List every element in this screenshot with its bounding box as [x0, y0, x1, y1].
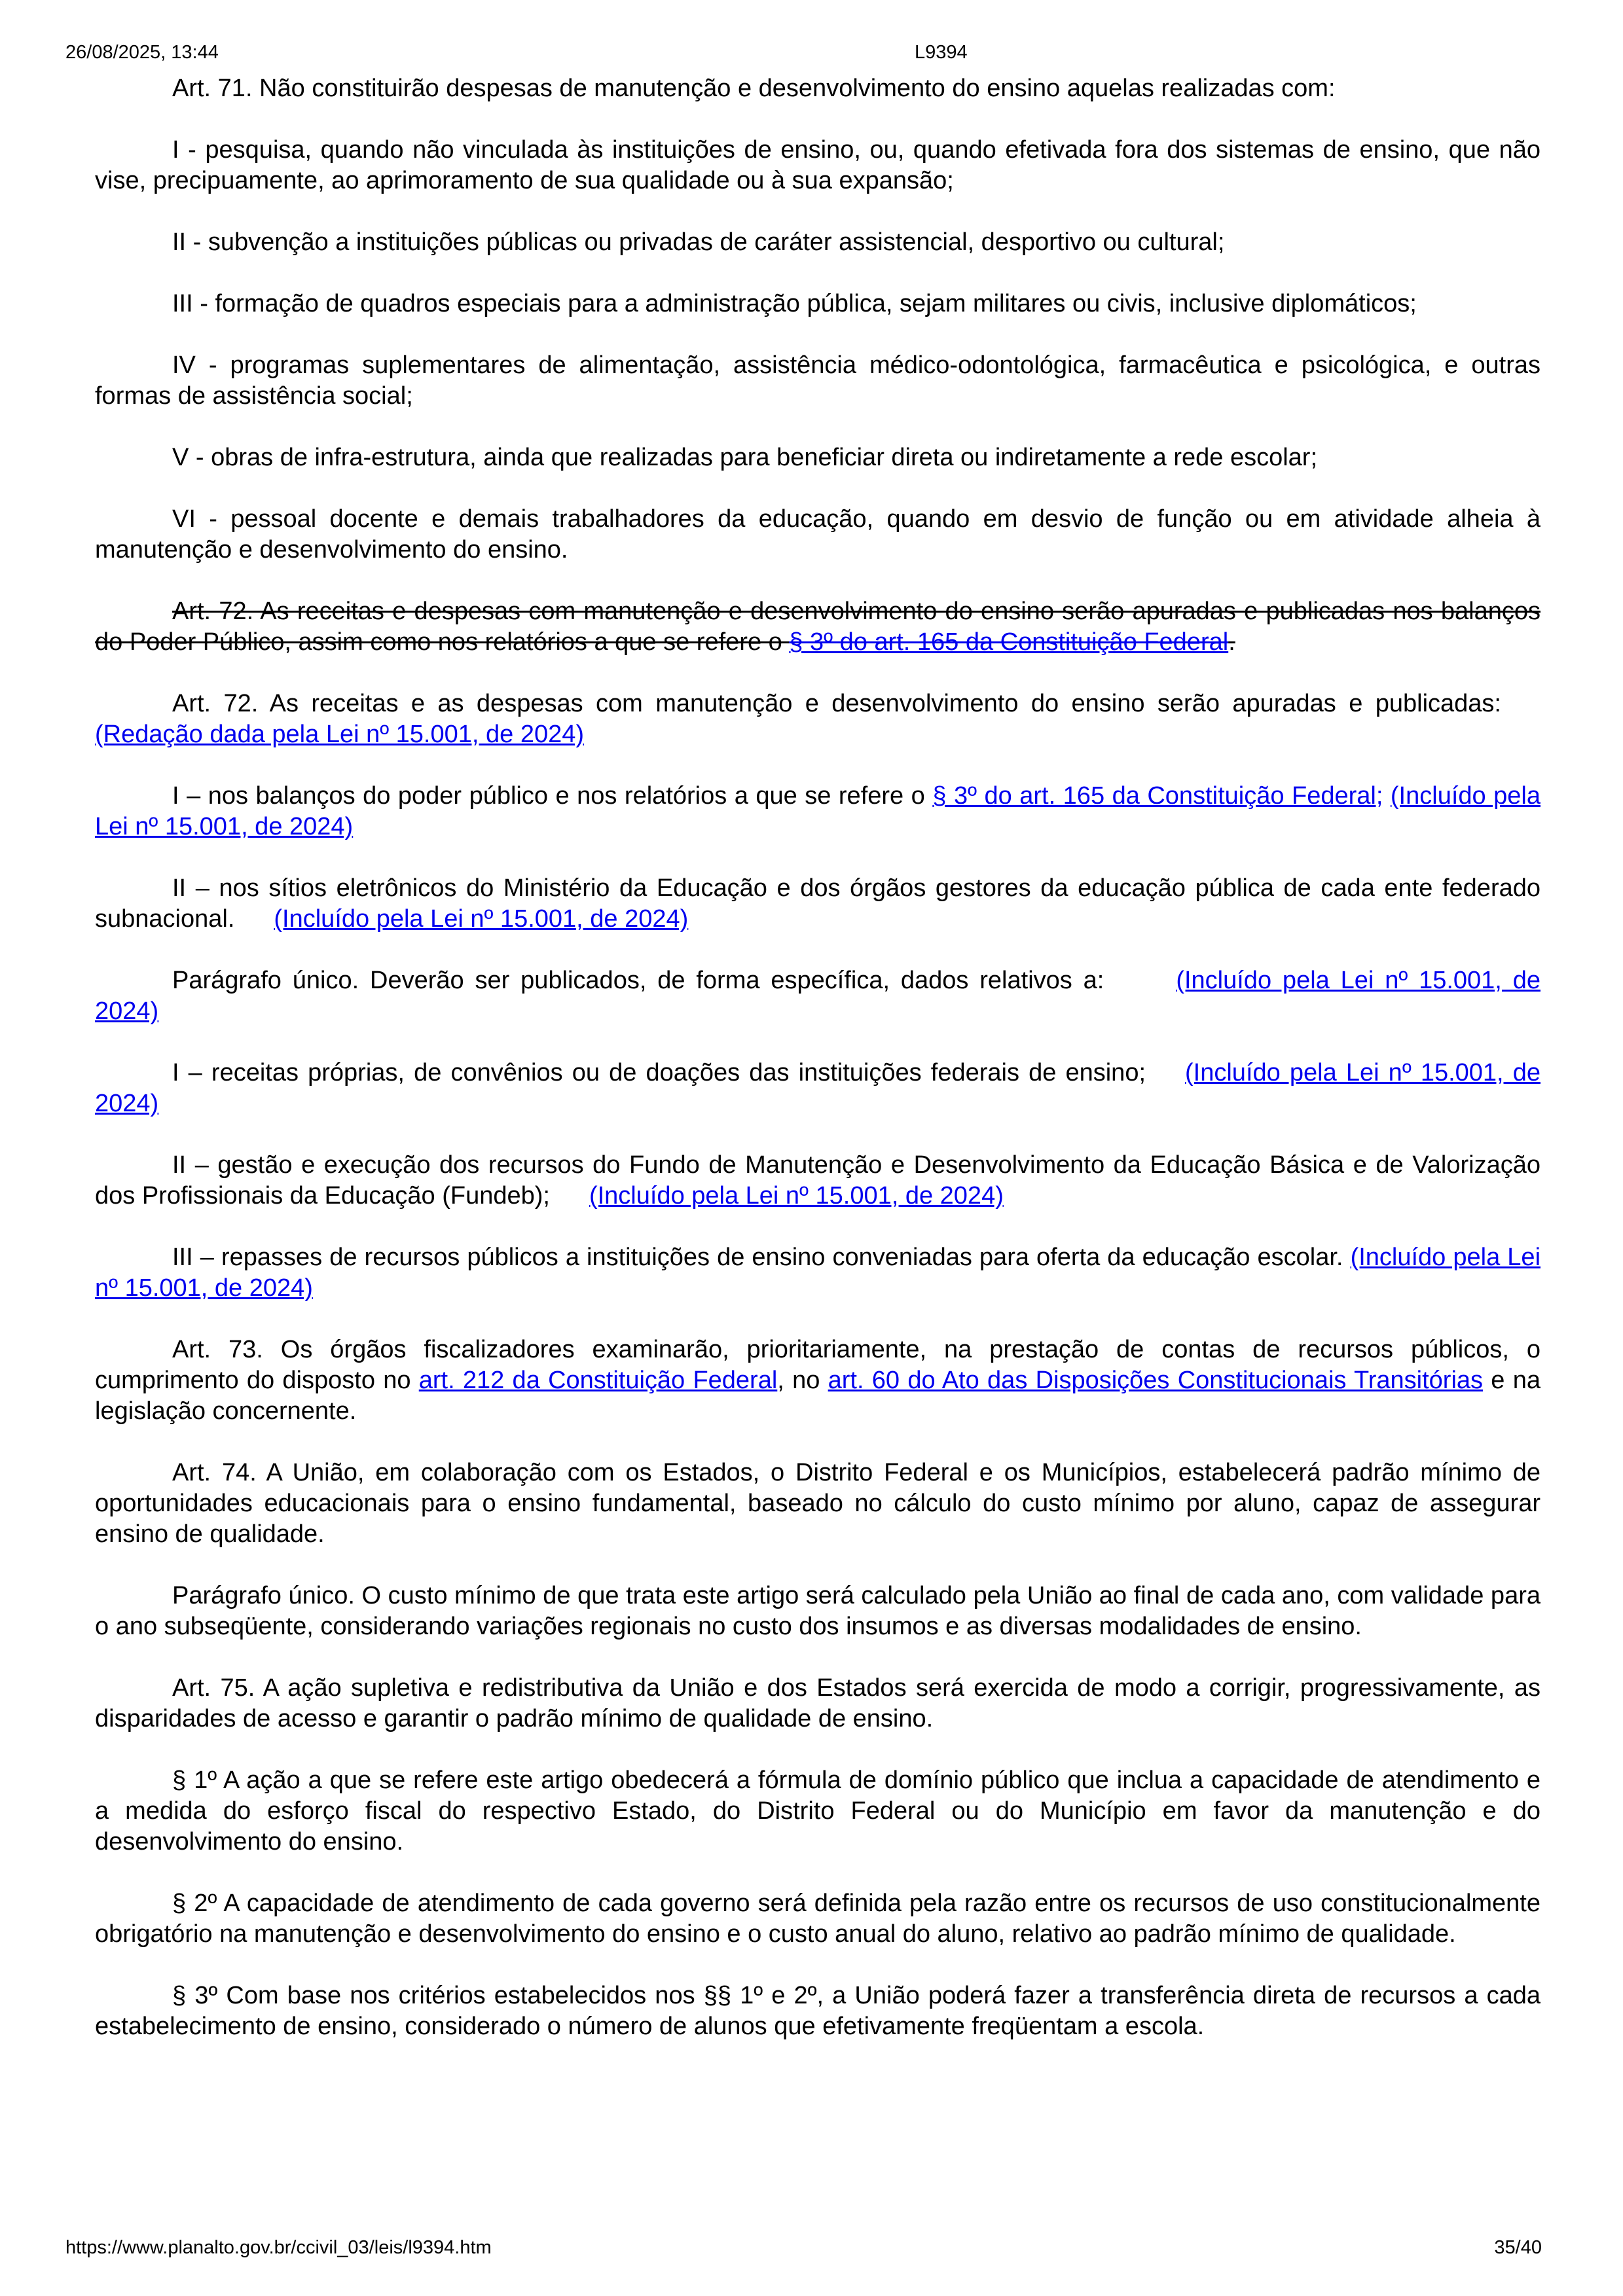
print-datetime: 26/08/2025, 13:44: [65, 42, 219, 63]
link-incluido-lei-15001[interactable]: (Incluído pela Lei nº 15.001, de 2024): [95, 1059, 1541, 1117]
art72-par-inciso-ii: [95, 1150, 1541, 1211]
link-cf-art165-new[interactable]: § 3º do art. 165 da Constituição Federal;: [932, 782, 1383, 810]
art75-par-2: § 2º A capacidade de atendimento de cada governo será definida pela razão entre os recursos de uso constitucionalmente obrigatório na manutenção e desenvolvimento do ensino e o custo anual do aluno, relativo ao padrão mínimo de qualidade.: [95, 1890, 1541, 1948]
link-adct-art60[interactable]: art. 60 do Ato das Disposições Constitucionais Transitórias: [828, 1367, 1484, 1394]
art73-text: Art. 73. Os órgãos fiscalizadores examinarão, prioritariamente, na prestação de contas de recursos públicos, o cumprimento do disposto no: [95, 1336, 1541, 1394]
art73: [95, 1335, 1541, 1427]
law-text: [95, 73, 1541, 2073]
art72-revoked-text: Art. 72. As receitas e despesas com manutenção e desenvolvimento do ensino serão apuradas e publicadas nos balanços do Poder Público, assim como nos relatórios a que se refere o: [95, 598, 1541, 656]
art72-par-inciso-i-text: I – receitas próprias, de convênios ou de doações das instituições federais de ensino;: [172, 1059, 1146, 1086]
page-url: https://www.planalto.gov.br/ccivil_03/leis/l9394.htm: [65, 2237, 492, 2258]
art74-caput: Art. 74. A União, em colaboração com os Estados, o Distrito Federal e os Municípios, estabelecerá padrão mínimo de oportunidades educacionais para o ensino fundamental, baseado no cálculo do custo mínimo por aluno, capaz de assegurar ensino de qualidade.: [95, 1459, 1541, 1548]
art74-paragrafo-unico: Parágrafo único. O custo mínimo de que trata este artigo será calculado pela União ao final de cada ano, com validade para o ano subseqüente, considerando variações regionais no custo dos insumos e as diversas modalidades de ensino.: [95, 1582, 1541, 1640]
link-redacao-lei-15001[interactable]: (Redação dada pela Lei nº 15.001, de 2024): [95, 721, 585, 748]
art73-text: e na legislação concernente.: [95, 1367, 1541, 1425]
art72-revoked: [95, 596, 1541, 658]
art72-paragrafo-unico: [95, 965, 1541, 1027]
art71-inciso-vi: VI - pessoal docente e demais trabalhadores da educação, quando em desvio de função ou em atividade alheia à manutenção e desenvolvimento do ensino.: [95, 505, 1541, 564]
art75-par-3: § 3º Com base nos critérios estabelecidos nos §§ 1º e 2º, a União poderá fazer a transferência direta de recursos a cada estabelecimento de ensino, considerado o número de alunos que efetivamente freqüentam a escola.: [95, 1982, 1541, 2040]
art72-revoked-end: .: [1228, 628, 1235, 656]
art72-par-inciso-ii-text: II – gestão e execução dos recursos do Fundo de Manutenção e Desenvolvimento da Educação Básica e de Valorização dos Profissionais da Educação (Fundeb);: [95, 1151, 1541, 1210]
art72-caput: [95, 689, 1541, 750]
art73-text: , no: [777, 1367, 828, 1394]
art71-caput: Art. 71. Não constituirão despesas de manutenção e desenvolvimento do ensino aquelas realizadas com:: [172, 75, 1336, 102]
art71-inciso-iii: III - formação de quadros especiais para a administração pública, sejam militares ou civis, inclusive diplomáticos;: [172, 290, 1417, 317]
art72-paragrafo-text: Parágrafo único. Deverão ser publicados, de forma específica, dados relativos a:: [172, 967, 1104, 994]
art72-inciso-ii: [95, 873, 1541, 935]
art72-par-inciso-iii-text: III – repasses de recursos públicos a instituições de ensino conveniadas para oferta da educação escolar.: [172, 1244, 1343, 1271]
art75-par-1: § 1º A ação a que se refere este artigo obedecerá a fórmula de domínio público que inclua a capacidade de atendimento e a medida do esforço fiscal do respectivo Estado, do Distrito Federal ou do Município em favor da manutenção e do desenvolvimento do ensino.: [95, 1767, 1541, 1856]
art72-inciso-i-text: I – nos balanços do poder público e nos relatórios a que se refere o: [172, 782, 933, 810]
art71-inciso-i: I - pesquisa, quando não vinculada às instituições de ensino, ou, quando efetivada fora dos sistemas de ensino, que não vise, precipuamente, ao aprimoramento de sua qualidade ou à sua expansão;: [95, 136, 1541, 194]
art71-inciso-ii: II - subvenção a instituições públicas ou privadas de caráter assistencial, desportivo ou cultural;: [172, 228, 1225, 256]
link-incluido-lei-15001[interactable]: (Incluído pela Lei nº 15.001, de 2024): [589, 1182, 1004, 1210]
link-incluido-lei-15001[interactable]: (Incluído pela Lei nº 15.001, de 2024): [95, 782, 1541, 840]
art72-par-inciso-i: [95, 1058, 1541, 1119]
art72-inciso-i: [95, 781, 1541, 842]
document-title: L9394: [915, 42, 968, 63]
art75-caput: Art. 75. A ação supletiva e redistributiva da União e dos Estados será exercida de modo a corrigir, progressivamente, as disparidades de acesso e garantir o padrão mínimo de qualidade de ensino.: [95, 1674, 1541, 1732]
art71-inciso-iv: IV - programas suplementares de alimentação, assistência médico-odontológica, farmacêutica e psicológica, e outras formas de assistência social;: [95, 351, 1541, 410]
link-incluido-lei-15001[interactable]: (Incluído pela Lei nº 15.001, de 2024): [95, 967, 1541, 1025]
art71-inciso-v: V - obras de infra-estrutura, ainda que realizadas para beneficiar direta ou indiretamente a rede escolar;: [172, 444, 1318, 471]
link-incluido-lei-15001[interactable]: (Incluído pela Lei nº 15.001, de 2024): [95, 1244, 1541, 1302]
link-cf-art212[interactable]: art. 212 da Constituição Federal: [418, 1367, 778, 1394]
art72-caput-text: Art. 72. As receitas e as despesas com manutenção e desenvolvimento do ensino serão apuradas e publicadas:: [172, 690, 1501, 717]
art72-par-inciso-iii: [95, 1242, 1541, 1304]
link-cf-art165[interactable]: § 3º do art. 165 da Constituição Federal: [789, 628, 1229, 656]
link-incluido-lei-15001[interactable]: (Incluído pela Lei nº 15.001, de 2024): [274, 905, 689, 933]
art72-inciso-ii-text: II – nos sítios eletrônicos do Ministério da Educação e dos órgãos gestores da educação pública de cada ente federado subnacional.: [95, 874, 1541, 933]
page-number: 35/40: [1494, 2237, 1542, 2258]
